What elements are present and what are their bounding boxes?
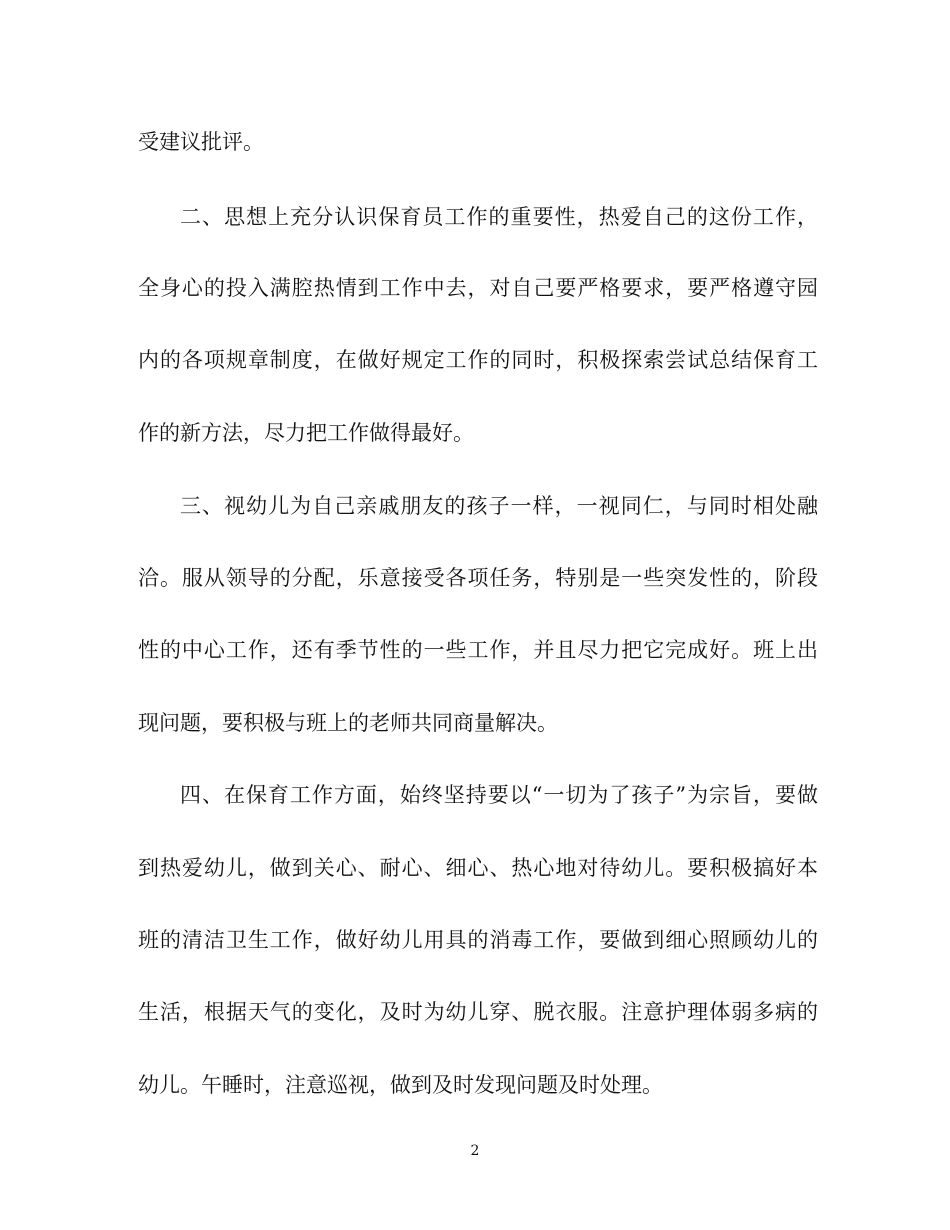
text-line: 性的中心工作，还有季节性的一些工作，并且尽力把它完成好。班上出 [138,638,818,662]
text-line: 洽。服从领导的分配，乐意接受各项任务，特别是一些突发性的，阶段 [138,566,818,590]
text-line: 班的清洁卫生工作，做好幼儿用具的消毒工作，要做到细心照顾幼儿的 [138,928,818,952]
paragraph-2-line-1: 二、思想上充分认识保育员工作的重要性，热爱自己的这份工作， [180,205,818,229]
text-line: 到热爱幼儿，做到关心、耐心、细心、热心地对待幼儿。要积极搞好本 [138,856,818,880]
text-line: 作的新方法，尽力把工作做得最好。 [138,421,474,445]
text-line: 生活，根据天气的变化，及时为幼儿穿、脱衣服。注意护理体弱多病的 [138,1000,818,1024]
text-line: 受建议批评。 [138,130,264,154]
paragraph-4-line-1: 四、在保育工作方面，始终坚持要以“一切为了孩子”为宗旨，要做 [180,783,818,807]
text-line: 幼儿。午睡时，注意巡视，做到及时发现问题及时处理。 [138,1073,663,1097]
text-line: 内的各项规章制度，在做好规定工作的同时，积极探索尝试总结保育工 [138,348,818,372]
page-number: 2 [470,1143,480,1159]
paragraph-3-line-1: 三、视幼儿为自己亲戚朋友的孩子一样，一视同仁，与同时相处融 [180,494,818,518]
text-line: 全身心的投入满腔热情到工作中去，对自己要严格要求，要严格遵守园 [138,276,818,300]
text-line: 现问题，要积极与班上的老师共同商量解决。 [138,711,558,735]
